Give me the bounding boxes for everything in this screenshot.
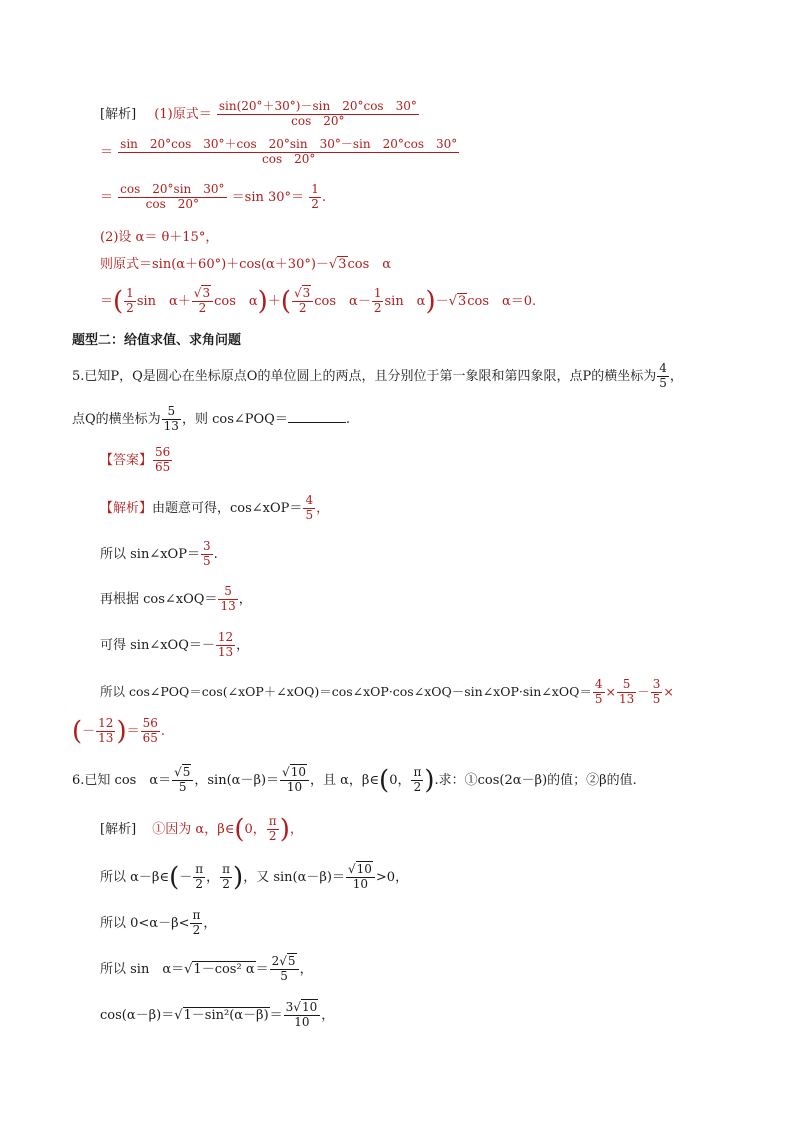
fraction: $\frac{√10}{10}$ xyxy=(346,863,375,892)
fraction: $\frac{5}{13}$ xyxy=(220,584,236,613)
q5-solution-line-2: 所以 sin∠xOP＝ $\frac{3}{5}$ . xyxy=(100,539,218,568)
fraction: $\frac{\pi}{2}$ xyxy=(413,765,422,794)
q5-solution-line-1: 【解析】由题意可得，cos∠xOP＝ $\frac{4}{5}$ ， xyxy=(100,493,330,522)
fraction: $\frac{\pi}{2}$ xyxy=(195,862,204,891)
fraction: $\frac{5}{13}$ xyxy=(618,677,635,706)
q5-stem-line-1: 5.已知P，Q是圆心在坐标原点O的单位圆上的两点，且分别位于第一象限和第四象限，点P的横坐标为 $\frac{4}{5}$ ， xyxy=(72,361,683,390)
sqrt: √1－sin²(α－β) xyxy=(174,1007,269,1023)
fraction: $\frac{\sin 20^\circ\cos 30^\circ+\cos 20^\circ\sin 30^\circ-\sin 20^\circ\cos 30^\circ}{\cos 20^\circ}$ xyxy=(120,137,458,166)
fraction: $\frac{\sin(20^\circ+30^\circ)-\sin 20^\circ\cos 30^\circ}{\cos 20^\circ}$ xyxy=(218,99,417,128)
fraction: $\frac{√3}{2}$ xyxy=(192,287,213,316)
q5-solution-line-5: 所以 cos∠POQ＝cos(∠xOP＋∠xOQ)＝cos∠xOP·cos∠xOQ－sin∠xOP·sin∠xOQ＝ $\frac{4}{5}$ × $\frac{5}{13}$ － $\frac{3}{5}$ × xyxy=(100,677,674,706)
fraction: $\frac{3√10}{10}$ xyxy=(284,1001,321,1030)
solution-line-5: 则原式＝sin(α＋60°)＋cos(α＋30°)－√3cos α xyxy=(100,257,392,272)
fraction: $\frac{√5}{5}$ xyxy=(172,766,193,795)
fraction: $\frac{4}{5}$ xyxy=(659,361,667,390)
fraction: $\frac{2√5}{5}$ xyxy=(270,955,299,984)
solution-label: [解析] xyxy=(100,821,137,837)
solution-line-1 xyxy=(100,100,420,129)
fraction: $\frac{1}{2}$ xyxy=(373,286,382,315)
q6-solution-line-5: cos(α－β)＝√1－sin²(α－β)＝ $\frac{3√10}{10}$ ， xyxy=(100,1000,335,1029)
solution-label: [解析] xyxy=(100,106,137,122)
fraction: $\frac{\pi}{2}$ xyxy=(192,908,201,937)
fraction: $\frac{4}{5}$ xyxy=(594,677,603,706)
solution-line-3: ＝ $\frac{\cos 20^\circ\sin 30^\circ}{\cos 20^\circ}$ ＝sin 30°＝ $\frac{1}{2}$ . xyxy=(100,182,326,211)
fraction: $\frac{12}{13}$ xyxy=(98,716,114,745)
q5-solution-line-6: (－ $\frac{12}{13}$ )＝ $\frac{56}{65}$ . xyxy=(72,716,166,747)
solution-line-2 xyxy=(100,138,460,167)
solution-label: 【解析】 xyxy=(100,500,153,516)
fraction: $\frac{4}{5}$ xyxy=(305,493,314,522)
answer-label: 【答案】 xyxy=(100,452,153,468)
fraction: $\frac{1}{2}$ xyxy=(311,182,319,211)
fraction: $\frac{56}{65}$ xyxy=(142,716,158,745)
sqrt: √1－cos² α xyxy=(184,961,255,977)
fraction: $\frac{3}{5}$ xyxy=(652,677,661,706)
q6-solution-line-3: 所以 0<α－β< $\frac{\pi}{2}$ ， xyxy=(100,908,217,937)
solution-line-6: ＝( $\frac{1}{2}$ sin α＋ $\frac{√3}{2}$ cos α)＋( $\frac{√3}{2}$ cos α－ $\frac{1}{2}$ sin α)－√3cos α＝0. xyxy=(100,286,537,317)
solution-line-4: (2)设 α＝ θ＋15°， xyxy=(100,230,219,245)
section-heading: 题型二：给值求值、求角问题 xyxy=(72,333,242,348)
q5-solution-line-4: 可得 sin∠xOQ＝－ $\frac{12}{13}$ ， xyxy=(100,630,250,659)
answer-blank xyxy=(288,411,346,423)
fraction: $\frac{1}{2}$ xyxy=(126,286,134,315)
q6-stem: 6.已知 cos α＝ $\frac{√5}{5}$ ，sin(α－β)＝ $\frac{√10}{10}$ ，且 α，β∈(0， $\frac{\pi}{2}$ ).求：①cos(2α－β)的值；②β的值. xyxy=(72,765,637,796)
sqrt: √3 xyxy=(448,293,467,309)
fraction: $\frac{5}{13}$ xyxy=(163,404,179,433)
fraction: $\frac{\cos 20^\circ\sin 30^\circ}{\cos 20^\circ}$ xyxy=(120,182,225,211)
expr-prefix: (1)原式＝ xyxy=(154,106,212,122)
equals: ＝ xyxy=(100,144,114,160)
q5-stem-line-2: 点Q的横坐标为 $\frac{5}{13}$ ，则 cos∠POQ＝ . xyxy=(72,404,350,433)
fraction: $\frac{56}{65}$ xyxy=(155,445,171,474)
fraction: $\frac{\pi}{2}$ xyxy=(222,862,231,891)
sqrt: √3 xyxy=(328,257,347,272)
expr-text: ＝sin 30°＝ xyxy=(231,189,305,205)
q6-solution-line-4: 所以 sin α＝√1－cos² α＝ $\frac{2√5}{5}$ ， xyxy=(100,954,313,983)
fraction: $\frac{\pi}{2}$ xyxy=(268,814,277,843)
q6-solution-line-2: 所以 α－β∈(－ $\frac{\pi}{2}$ ， $\frac{\pi}{2}$ )，又 sin(α－β)＝ $\frac{√10}{10}$ >0， xyxy=(100,862,409,893)
fraction: $\frac{√3}{2}$ xyxy=(292,287,313,316)
fraction: $\frac{12}{13}$ xyxy=(217,630,234,659)
fraction: $\frac{√10}{10}$ xyxy=(280,766,309,795)
q5-answer xyxy=(100,446,173,475)
fraction: $\frac{3}{5}$ xyxy=(202,539,211,568)
q6-solution-line-1: [解析] ①因为 α，β∈(0， $\frac{\pi}{2}$ )， xyxy=(100,814,303,845)
equals: ＝ xyxy=(100,189,114,205)
q5-solution-line-3: 再根据 cos∠xOQ＝ $\frac{5}{13}$ ， xyxy=(100,584,252,613)
